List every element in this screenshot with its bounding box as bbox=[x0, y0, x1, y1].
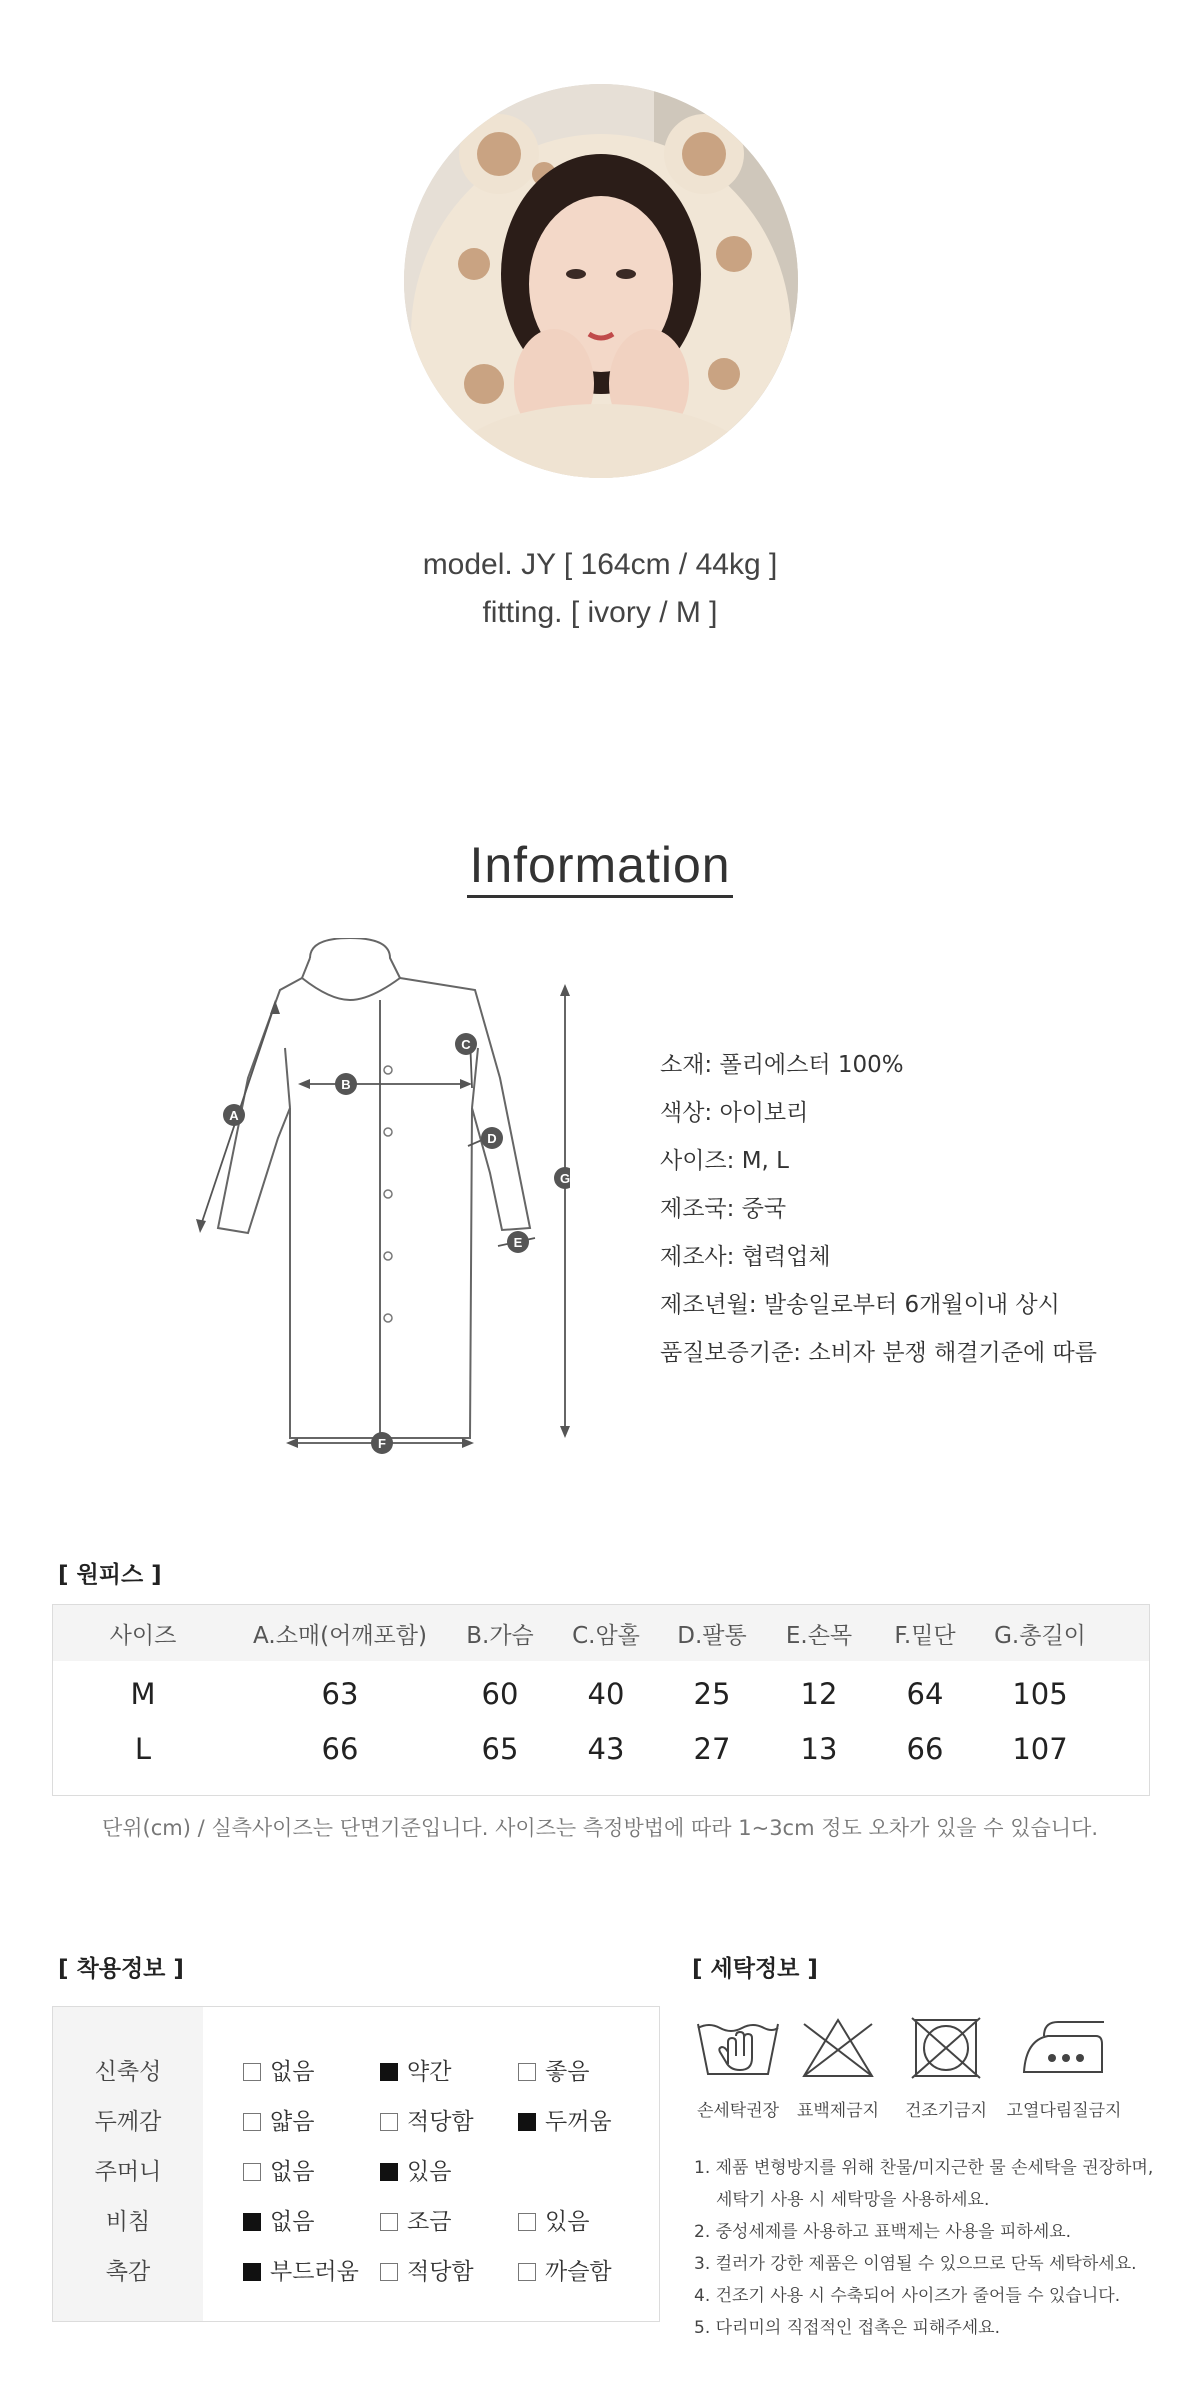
no-tumble-dry-icon bbox=[906, 2014, 986, 2088]
diagram-label-d: D bbox=[487, 1131, 497, 1146]
checkbox-checked-icon bbox=[518, 2113, 536, 2131]
option-pocket-yes: 있음 bbox=[380, 2153, 451, 2186]
checkbox-checked-icon bbox=[380, 2063, 398, 2081]
wear-label: 비침 bbox=[105, 2209, 151, 2235]
table-cell: L bbox=[134, 1732, 152, 1766]
checkbox-icon bbox=[518, 2063, 536, 2081]
no-high-heat-iron-icon bbox=[1018, 2014, 1110, 2088]
table-cell: 12 bbox=[800, 1677, 838, 1711]
header-armhole: C.암홀 bbox=[572, 1623, 640, 1649]
table-cell: 64 bbox=[906, 1677, 944, 1711]
hand-wash-icon bbox=[694, 2014, 782, 2088]
size-table-header bbox=[53, 1605, 1149, 1661]
checkbox-icon bbox=[243, 2163, 261, 2181]
size-section-label: [ 원피스 ] bbox=[58, 1562, 162, 1588]
option-texture-medium: 적당함 bbox=[380, 2253, 474, 2286]
table-cell: M bbox=[130, 1677, 156, 1711]
header-length: G.총길이 bbox=[994, 1623, 1086, 1649]
table-cell: 13 bbox=[800, 1732, 838, 1766]
table-cell: 40 bbox=[587, 1677, 625, 1711]
table-cell: 107 bbox=[1012, 1732, 1068, 1766]
wear-row-sheer bbox=[53, 2193, 659, 2243]
header-arm: D.팔통 bbox=[677, 1623, 747, 1649]
diagram-label-e: E bbox=[513, 1235, 523, 1250]
hand-wash-label: 손세탁권장 bbox=[696, 2101, 780, 2121]
header-sleeve: A.소매(어깨포함) bbox=[253, 1623, 427, 1649]
option-stretch-good: 좋음 bbox=[518, 2053, 589, 2086]
spec-color: 색상: 아이보리 bbox=[660, 1100, 809, 1126]
header-wrist: E.손목 bbox=[785, 1623, 853, 1649]
spec-country: 제조국: 중국 bbox=[660, 1196, 787, 1222]
size-table bbox=[52, 1604, 1150, 1796]
header-chest: B.가슴 bbox=[466, 1623, 534, 1649]
wash-note: 2. 중성세제를 사용하고 표백제는 사용을 피하세요. bbox=[694, 2222, 1072, 2242]
option-stretch-some: 약간 bbox=[380, 2053, 451, 2086]
wear-row-stretch bbox=[53, 2043, 659, 2093]
diagram-label-c: C bbox=[461, 1037, 471, 1052]
wash-note: 3. 컬러가 강한 제품은 이염될 수 있으므로 단독 세탁하세요. bbox=[694, 2254, 1137, 2274]
no-high-heat-iron-label: 고열다림질금지 bbox=[1006, 2101, 1122, 2121]
header-size: 사이즈 bbox=[109, 1623, 177, 1649]
table-cell: 25 bbox=[693, 1677, 731, 1711]
spec-size: 사이즈: M, L bbox=[660, 1148, 789, 1174]
table-cell: 65 bbox=[481, 1732, 519, 1766]
checkbox-icon bbox=[380, 2213, 398, 2231]
wash-section-label: [ 세탁정보 ] bbox=[692, 1956, 818, 1982]
diagram-label-a: A bbox=[229, 1108, 239, 1123]
option-sheer-little: 조금 bbox=[380, 2203, 451, 2236]
option-texture-soft: 부드러움 bbox=[243, 2253, 359, 2286]
information-title: Information bbox=[0, 836, 1200, 894]
option-thickness-medium: 적당함 bbox=[380, 2103, 474, 2136]
spec-manufacturer: 제조사: 협력업체 bbox=[660, 1244, 831, 1270]
wear-label: 두께감 bbox=[94, 2109, 162, 2135]
model-info: model. JY [ 164cm / 44kg ] bbox=[422, 548, 778, 581]
table-cell: 105 bbox=[1012, 1677, 1068, 1711]
table-cell: 60 bbox=[481, 1677, 519, 1711]
checkbox-icon bbox=[518, 2213, 536, 2231]
spec-list bbox=[660, 1048, 1097, 1384]
no-tumble-dry-label: 건조기금지 bbox=[904, 2101, 988, 2121]
option-sheer-none: 없음 bbox=[243, 2203, 314, 2236]
checkbox-checked-icon bbox=[243, 2213, 261, 2231]
wear-label: 신축성 bbox=[94, 2059, 162, 2085]
garment-diagram bbox=[190, 938, 570, 1458]
table-cell: 63 bbox=[321, 1677, 359, 1711]
wear-section-label: [ 착용정보 ] bbox=[58, 1956, 184, 1982]
checkbox-icon bbox=[518, 2263, 536, 2281]
table-cell: 43 bbox=[587, 1732, 625, 1766]
wear-row-texture bbox=[53, 2243, 659, 2293]
table-cell: 27 bbox=[693, 1732, 731, 1766]
checkbox-icon bbox=[243, 2063, 261, 2081]
spec-material: 소재: 폴리에스터 100% bbox=[660, 1052, 904, 1078]
wear-label: 촉감 bbox=[105, 2259, 151, 2285]
option-thickness-thick: 두꺼움 bbox=[518, 2103, 612, 2136]
table-cell: 66 bbox=[906, 1732, 944, 1766]
diagram-label-b: B bbox=[341, 1077, 351, 1092]
option-sheer-yes: 있음 bbox=[518, 2203, 589, 2236]
checkbox-checked-icon bbox=[380, 2163, 398, 2181]
wash-note: 세탁기 사용 시 세탁망을 사용하세요. bbox=[716, 2190, 990, 2210]
fitting-info: fitting. [ ivory / M ] bbox=[482, 596, 718, 629]
table-cell: 66 bbox=[321, 1732, 359, 1766]
no-bleach-icon bbox=[798, 2014, 878, 2088]
wear-label: 주머니 bbox=[94, 2159, 162, 2185]
wear-info-box bbox=[52, 2006, 660, 2322]
wash-note: 1. 제품 변형방지를 위해 찬물/미지근한 물 손세탁을 권장하며, bbox=[694, 2158, 1154, 2178]
model-photo bbox=[404, 84, 798, 478]
checkbox-icon bbox=[243, 2113, 261, 2131]
wash-notes bbox=[694, 2152, 1153, 2344]
option-pocket-none: 없음 bbox=[243, 2153, 314, 2186]
diagram-label-g: G bbox=[559, 1171, 570, 1186]
size-note: 단위(cm) / 실측사이즈는 단면기준입니다. 사이즈는 측정방법에 따라 1~3cm 정도 오차가 있을 수 있습니다. bbox=[101, 1816, 1099, 1840]
no-bleach-label: 표백제금지 bbox=[796, 2101, 880, 2121]
wear-row-pocket bbox=[53, 2143, 659, 2193]
header-hem: F.밑단 bbox=[894, 1623, 956, 1649]
option-stretch-none: 없음 bbox=[243, 2053, 314, 2086]
spec-date: 제조년월: 발송일로부터 6개월이내 상시 bbox=[660, 1292, 1060, 1318]
spec-quality: 품질보증기준: 소비자 분쟁 해결기준에 따름 bbox=[660, 1340, 1097, 1366]
option-thickness-thin: 얇음 bbox=[243, 2103, 314, 2136]
option-texture-rough: 까슬함 bbox=[518, 2253, 612, 2286]
diagram-label-f: F bbox=[378, 1436, 386, 1451]
wash-note: 5. 다리미의 직접적인 접촉은 피해주세요. bbox=[694, 2318, 1000, 2338]
checkbox-checked-icon bbox=[243, 2263, 261, 2281]
checkbox-icon bbox=[380, 2263, 398, 2281]
wash-note: 4. 건조기 사용 시 수축되어 사이즈가 줄어들 수 있습니다. bbox=[694, 2286, 1121, 2306]
checkbox-icon bbox=[380, 2113, 398, 2131]
wear-row-thickness bbox=[53, 2093, 659, 2143]
